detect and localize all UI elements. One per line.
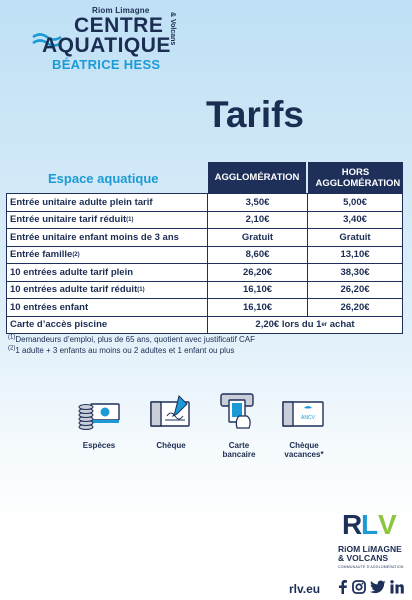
footnote-2-marker: (2) [8,345,16,352]
row-price-hors-agglo: 38,30€ [308,264,403,281]
voucher-text: ANCV [301,415,315,421]
footnote-1-text: Demandeurs d’emploi, plus de 65 ans, quotient avec justificatif CAF [15,335,256,344]
logo-line1: CENTRE [74,14,164,37]
table-row [6,212,403,230]
header-agglomeration: AGGLOMÉRATION [208,162,306,193]
table-row [6,282,403,300]
row-price-agglo: 8,60€ [208,247,308,264]
rlv-letter-l: L [361,509,379,540]
payment-cheque [148,394,194,450]
payment-cash [76,394,122,450]
table-row [6,247,403,265]
row-price-hors-agglo: 26,20€ [308,282,403,299]
header-hors-agglomeration-text: HORS AGGLOMÉRATION [315,166,401,189]
price-table [6,162,403,334]
card-value-end: achat [327,319,355,331]
rlv-logo [338,508,408,569]
social-links [338,580,404,594]
rlv-letter-v: V [378,509,397,540]
row-price-agglo: 16,10€ [208,299,308,316]
twitter-icon[interactable] [370,580,386,594]
table-row [6,229,403,247]
row-label-text: Entrée unitaire tarif réduit [10,214,127,226]
header-hors-agglomeration [308,162,403,193]
payment-voucher [276,394,332,459]
row-label [6,317,208,334]
row-price-agglo: 26,20€ [208,264,308,281]
row-label-text: 10 entrées adulte tarif plein [10,266,134,278]
row-label-text: Entrée famille [10,249,73,261]
row-label: Entrée unitaire tarif réduit (1) [6,212,208,229]
section-title: Espace aquatique [48,171,159,186]
footnotes [8,334,408,356]
instagram-icon[interactable] [352,580,366,594]
row-price-hors-agglo: Gratuit [308,229,403,246]
payment-card [216,390,262,459]
table-header [6,162,403,193]
table-row [6,299,403,317]
centre-aquatique-logo [32,6,182,76]
rlv-name2: & VOLCANS [338,553,389,563]
payment-card-label2: bancaire [222,450,256,459]
payment-voucher-label [276,441,332,459]
payment-cheque-label: Chèque [156,441,186,450]
website-link[interactable]: rlv.eu [289,582,321,596]
row-price-agglo: Gratuit [208,229,308,246]
rlv-name1: RiOM LiMAGNE [338,544,402,554]
footnote-1-marker: (1) [8,334,16,341]
footnote-2-text: 1 adulte + 3 enfants au moins ou 2 adultes et 1 enfant ou plus [15,346,235,355]
payment-card-label [216,441,262,459]
row-price-hors-agglo: 3,40€ [308,212,403,229]
rlv-tagline: COMMUNAUTÉ D’AGGLOMÉRATION [338,565,404,569]
row-price-agglo: 3,50€ [208,194,308,211]
row-label [6,264,208,281]
row-price-hors-agglo: 26,20€ [308,299,403,316]
table-row [6,194,403,212]
facebook-icon[interactable] [338,580,348,594]
row-label [6,299,208,316]
rlv-letter-r: R [342,509,363,540]
row-label: 10 entrées adulte tarif réduit (1) [6,282,208,299]
logo-line3: BÉATRICE HESS [52,57,161,72]
cheque-icon [149,394,193,432]
cash-icon [77,394,121,432]
linkedin-icon[interactable] [390,580,404,594]
card-value: 2,20€ lors du 1 [255,319,322,331]
row-label [6,194,208,211]
row-label-text: Entrée unitaire adulte plein tarif [10,196,153,208]
payment-voucher-label1: Chèque [289,441,319,450]
row-label-text: Entrée unitaire enfant moins de 3 ans [10,231,179,243]
page-title: Tarifs [206,94,305,135]
table-row-card [6,317,403,335]
footnote-2 [8,345,408,356]
row-label-text: 10 entrées enfant [10,301,89,313]
row-price-hors-agglo: 13,10€ [308,247,403,264]
rlv-letters-icon [342,508,402,540]
logo-vertical-text: & Volcans [169,12,176,46]
row-value-span: 2,20€ lors du 1 er achat [208,317,403,334]
holiday-voucher-icon [280,394,328,432]
logo-line2: AQUATIQUE [42,34,171,57]
table-row [6,264,403,282]
row-label-text: Carte d’accès piscine [10,319,108,331]
payment-cash-label: Espèces [82,441,116,450]
row-price-agglo: 16,10€ [208,282,308,299]
row-label: Entrée famille (2) [6,247,208,264]
row-label [6,229,208,246]
payment-voucher-label2: vacances* [284,450,324,459]
row-label-text: 10 entrées adulte tarif réduit [10,284,138,296]
row-price-hors-agglo: 5,00€ [308,194,403,211]
bank-card-icon [217,390,261,432]
footnote-1 [8,334,408,345]
table-body [6,193,403,317]
logo-subtitle: Riom Limagne [92,6,150,15]
row-price-agglo: 2,10€ [208,212,308,229]
payment-card-label1: Carte [228,441,250,450]
